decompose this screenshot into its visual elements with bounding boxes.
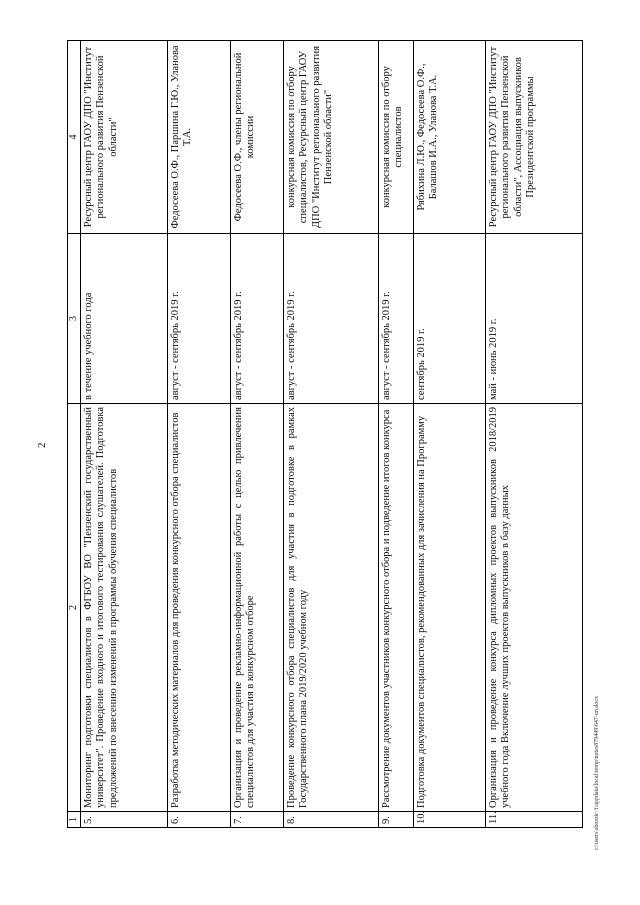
row-period: май - июнь 2019 г. [485, 234, 582, 404]
row-number: 6. [167, 812, 230, 828]
row-activity: Рассмотрение документов участников конкурсного отбора и подведение итогов конкурса [378, 404, 413, 812]
row-number: 8. [283, 812, 378, 828]
table-row [378, 41, 413, 828]
row-responsible: Ресурсный центр ГАОУ ДПО "Институт регионального развития Пензенской области", Ассоциация выпускников Президентской программы [485, 41, 582, 234]
row-number: 11. [485, 812, 582, 828]
page-number: 2 [36, 442, 48, 448]
footer-file-path: c:\users\sborok~1\appdata\local\temp\notes879449\647-un.docx [594, 695, 600, 850]
row-activity: Проведение конкурсного отбора специалистов для участия в подготовке в рамках Государственного плана 2019/2020 учебном году [283, 404, 378, 812]
row-activity: Разработка методических материалов для проведения конкурсного отбора специалистов [167, 404, 230, 812]
table-row [230, 41, 283, 828]
table-row [413, 41, 485, 828]
row-activity: Подготовка документов специалистов, рекомендованных для зачисления на Программу [413, 404, 485, 812]
plan-table-rotated [67, 41, 582, 828]
row-period: август - сентябрь 2019 г. [230, 234, 283, 404]
row-responsible: Федосеева О.Ф., Паршина Г.Ю., Уланова Т.А. [167, 41, 230, 234]
row-responsible: конкурсная комиссия по отбору специалистов [378, 41, 413, 234]
col-header-1: 1 [68, 812, 81, 828]
row-responsible: конкурсная комиссия по отбору специалистов, Ресурсный центр ГАОУ ДПО "Институт регионального развития Пензенской области" [283, 41, 378, 234]
row-number: 5. [80, 812, 167, 828]
col-header-4: 4 [68, 41, 81, 234]
row-number: 10. [413, 812, 485, 828]
row-responsible: Рябихина Л.Ю., Федосеева О.Ф., Балашов И.А., Уланова Т.А. [413, 41, 485, 234]
row-activity: Организация и проведение конкурса дипломных проектов выпускников 2018/2019 учебного года Включение лучших проектов выпускников в базу данных [485, 404, 582, 812]
row-period: сентябрь 2019 г. [413, 234, 485, 404]
row-period: в течение учебного года [80, 234, 167, 404]
row-period: август - сентябрь 2019 г. [167, 234, 230, 404]
row-responsible: Федосеева О.Ф., члены региональной комиссии [230, 41, 283, 234]
row-activity: Организация и проведение рекламно-информационной работы с целью привлечения специалистов для участия в конкурсном отборе [230, 404, 283, 812]
row-number: 7. [230, 812, 283, 828]
table-row [283, 41, 378, 828]
row-period: август - сентябрь 2019 г. [283, 234, 378, 404]
row-number: 9. [378, 812, 413, 828]
col-header-3: 3 [68, 234, 81, 404]
row-activity: Мониторинг подготовки специалистов в ФГБОУ ВО "Пензенский государственный университет". Проведение входного и итогового тестирования слушателей. Подготовка предложений по внесению изменений в программы обучения специалистов [80, 404, 167, 812]
row-responsible: Ресурсный центр ГАОУ ДПО "Институт регионального развития Пензенской области" [80, 41, 167, 234]
table-row [80, 41, 167, 828]
table-row [167, 41, 230, 828]
table-header-row [68, 41, 81, 828]
col-header-2: 2 [68, 404, 81, 812]
table-row [485, 41, 582, 828]
row-period: август - сентябрь 2019 г. [378, 234, 413, 404]
plan-table [67, 40, 583, 828]
